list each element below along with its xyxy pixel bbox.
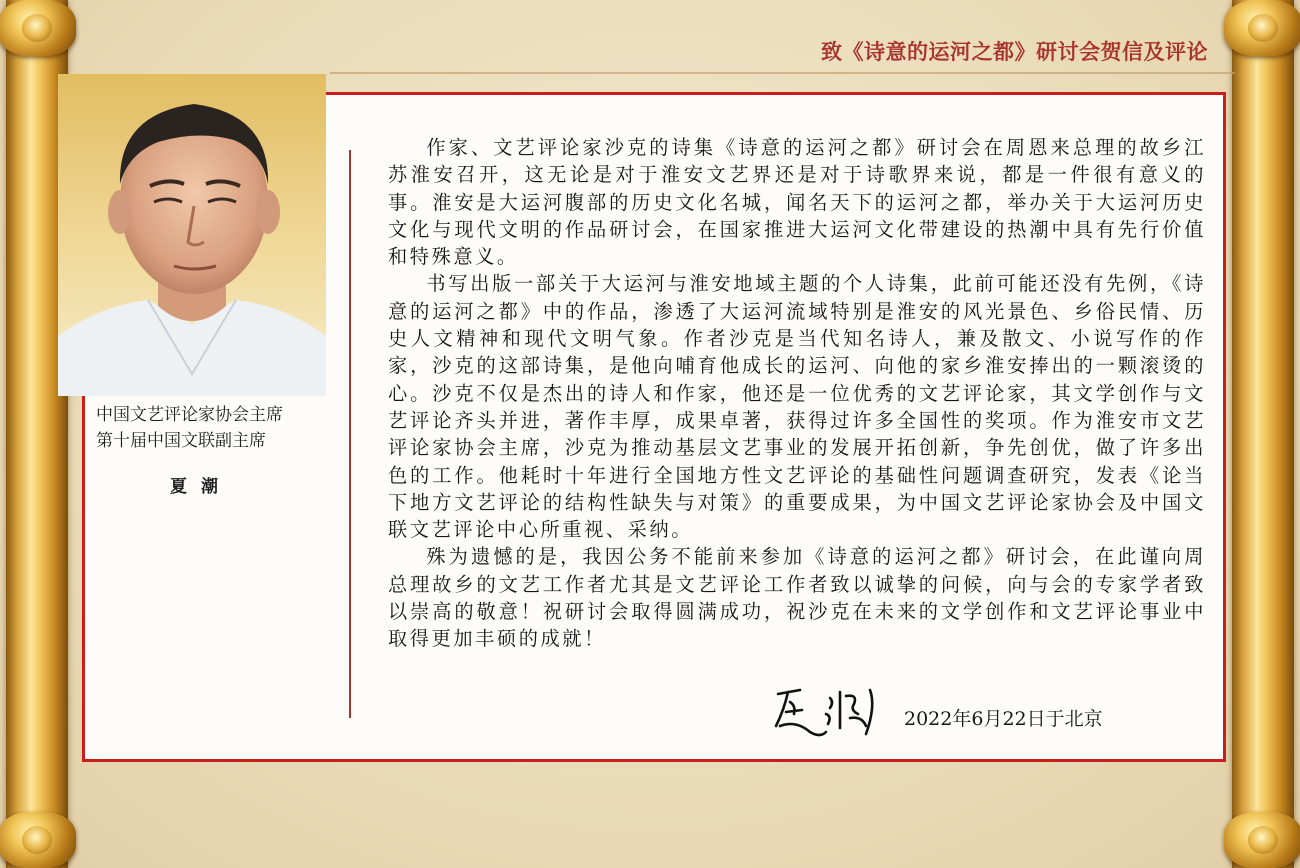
letter-date: 2022年6月22日于北京 [904,708,1103,730]
scroll-knob-top-left [0,0,76,56]
letter-paragraph-3: 殊为遗憾的是，我因公务不能前来参加《诗意的运河之都》研讨会，在此谨向周总理故乡的文艺工作者尤其是文艺评论工作者致以诚挚的问候，向与会的专家学者致以崇高的敬意！祝研讨会取得圆满成功，祝沙克在未来的文学创作和文艺评论事业中取得更加丰硕的成就！ [388,545,1206,651]
vertical-divider [349,150,351,718]
letter-body [388,134,1206,653]
profile-title-line2: 第十届中国文联副主席 [96,431,266,451]
header-rule [330,72,1235,74]
page-title: 致《诗意的运河之都》研讨会贺信及评论 [821,40,1208,64]
profile-name: 夏潮 [170,477,232,497]
scroll-knob-bottom-left [0,812,76,868]
portrait-photo [58,74,326,396]
profile-caption [96,402,283,454]
handwritten-signature [766,680,886,742]
scroll-knob-top-right [1224,0,1300,56]
letter-paragraph-1: 作家、文艺评论家沙克的诗集《诗意的运河之都》研讨会在周恩来总理的故乡江苏淮安召开，这无论是对于淮安文艺界还是对于诗歌界来说，都是一件很有意义的事。淮安是大运河腹部的历史文化名城，闻名天下的运河之都，举办关于大运河历史文化与现代文明的作品研讨会，在国家推进大运河文化带建设的热潮中具有先行价值和特殊意义。 [388,136,1206,269]
profile-title-line1: 中国文艺评论家协会主席 [96,405,283,425]
letter-paragraph-2: 书写出版一部关于大运河与淮安地域主题的个人诗集，此前可能还没有先例，《诗意的运河之都》中的作品，渗透了大运河流域特别是淮安的风光景色、乡俗民情、历史人文精神和现代文明气象。作者沙克是当代知名诗人，兼及散文、小说写作的作家，沙克的这部诗集，是他向哺育他成长的运河、向他的家乡淮安捧出的一颗滚烫的心。沙克不仅是杰出的诗人和作家，他还是一位优秀的文艺评论家，其文学创作与文艺评论齐头并进，著作丰厚，成果卓著，获得过许多全国性的奖项。作为淮安市文艺评论家协会主席，沙克为推动基层文艺事业的发展开拓创新，争先创优，做了许多出色的工作。他耗时十年进行全国地方性文艺评论的基础性问题调查研究，发表《论当下地方文艺评论的结构性缺失与对策》的重要成果，为中国文艺评论家协会及中国文联文艺评论中心所重视、采纳。 [388,272,1206,542]
scroll-rod-right [1232,0,1294,868]
scroll-knob-bottom-right [1224,812,1300,868]
